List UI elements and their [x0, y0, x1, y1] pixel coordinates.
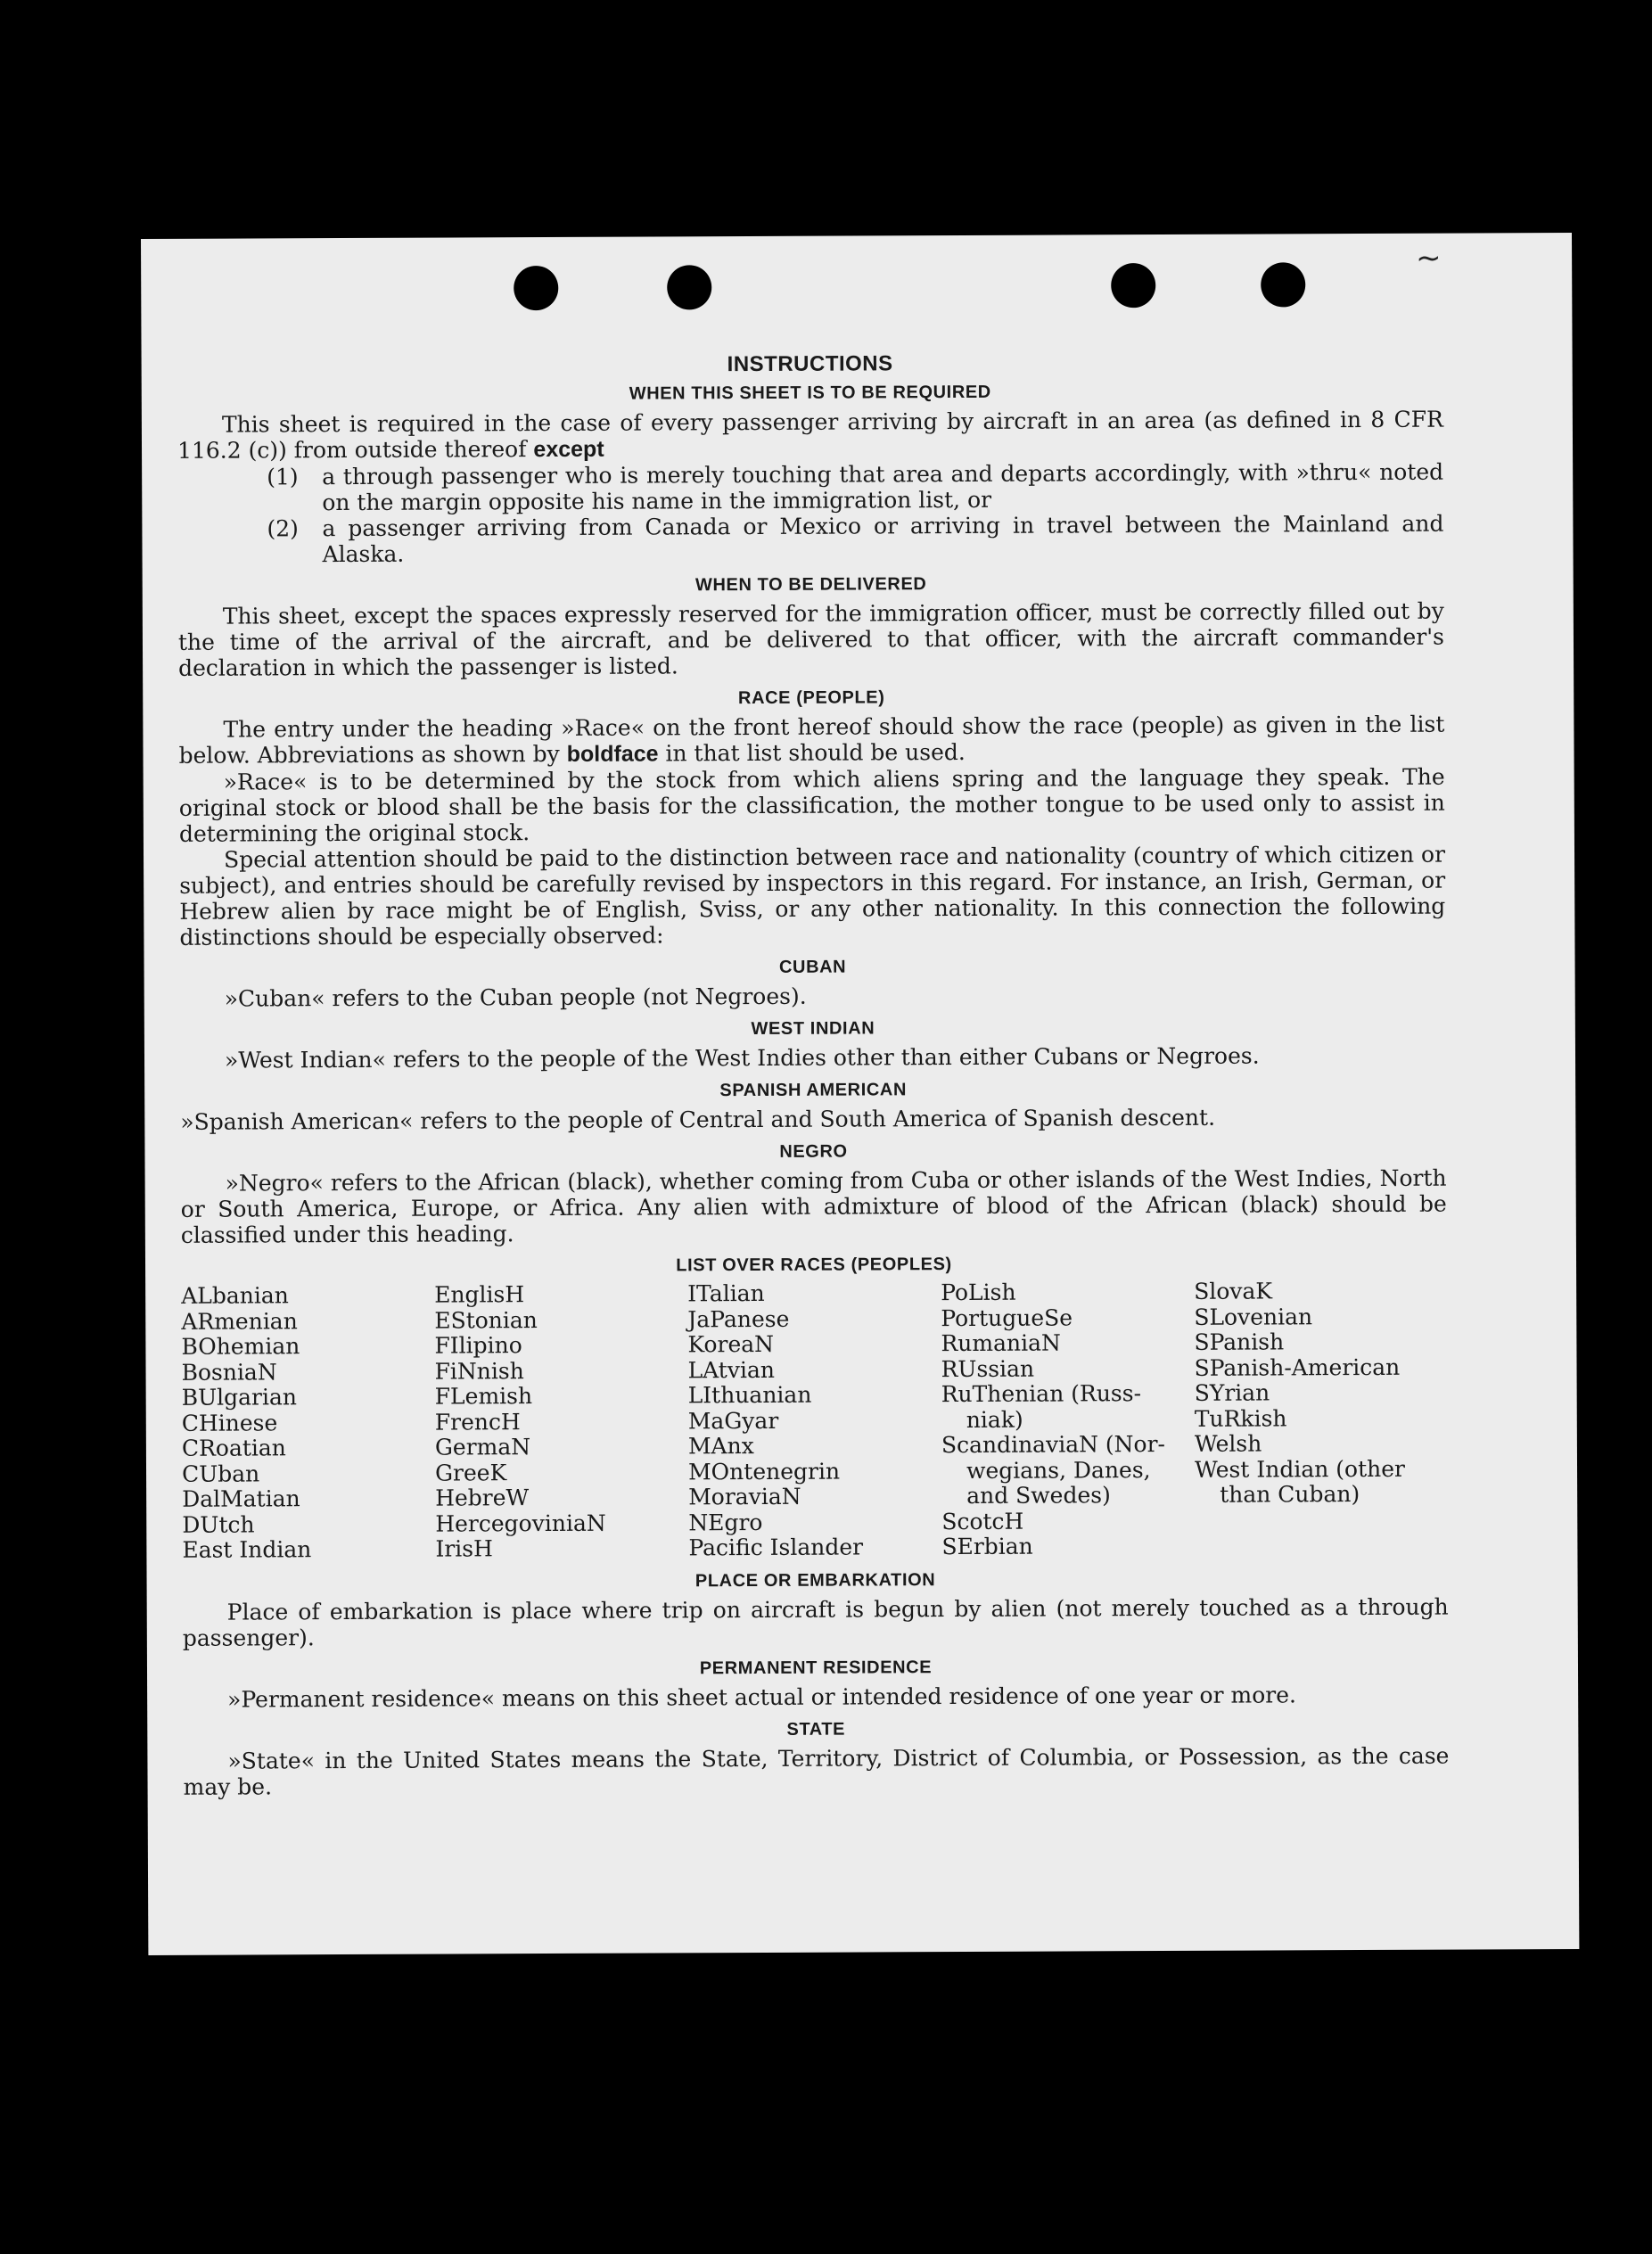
punch-hole — [667, 265, 711, 309]
list-item: SPanish-American — [1194, 1353, 1401, 1381]
list-item: ScotcH — [941, 1508, 1024, 1534]
list-item: DalMatian — [182, 1485, 300, 1512]
section-heading-residence: PERMANENT RESIDENCE — [699, 1657, 933, 1678]
list-item: ITalian — [687, 1279, 765, 1307]
list-item: TuRkish — [1194, 1404, 1287, 1432]
list-item: MOntenegrin — [687, 1458, 841, 1485]
list-item: Pacific Islander — [688, 1534, 864, 1561]
list-item: PortugueSe — [941, 1304, 1073, 1331]
list-item: CUban — [181, 1460, 260, 1487]
list-item: BOhemian — [181, 1333, 300, 1360]
section-heading-cuban: CUBAN — [778, 957, 847, 977]
list-item: EStonian — [434, 1306, 538, 1334]
list-item: RuThenian (Russ- — [941, 1380, 1142, 1408]
section-heading-races-list: LIST OVER RACES (PEOPLES) — [676, 1255, 952, 1276]
list-item: West Indian (other — [1194, 1455, 1405, 1483]
list-item: KoreaN — [687, 1330, 775, 1358]
race-paragraph-3: Special attention should be paid to the distinction between race and nationality (country of which citizen or subject), and entries should be carefully revised by inspectors in this regard. For instance, an Irish, German, or Hebrew alien by race might be of English, Sviss, or any other nationality. In this connection the following distinctions should be especially observed: — [179, 841, 1446, 950]
section-heading-race: RACE (PEOPLE) — [737, 687, 885, 709]
list-item: ALbanian — [181, 1282, 289, 1309]
list-item: PoLish — [941, 1279, 1016, 1306]
list-item: CHinese — [181, 1409, 278, 1436]
section-heading-west-indian: WEST INDIAN — [751, 1018, 875, 1040]
boldface-word: boldface — [566, 741, 659, 767]
list-item: MoraviaN — [688, 1483, 801, 1510]
spanish-american-text: »Spanish American« refers to the people of Central and South America of Spanish descent. — [180, 1104, 1216, 1135]
list-item: niak) — [966, 1406, 1023, 1433]
list-item: LAtvian — [687, 1356, 775, 1383]
list-item: ARmenian — [181, 1307, 298, 1335]
cuban-text: »Cuban« refers to the Cuban people (not Negroes). — [224, 983, 807, 1012]
negro-text: »Negro« refers to the African (black), whether coming from Cuba or other islands of the West Indies, North or South America, Europe, or Africa. Any alien with admixture of blood of the African (black) should be classified under this heading. — [180, 1164, 1447, 1248]
delivered-text: This sheet, except the spaces expressly reserved for the immigration officer, must be correctly filled out by the time of the arrival of the aircraft, and be delivered to that officer, with the aircraft commander's declaration in which the passenger is listed. — [177, 597, 1445, 681]
list-item: SPanish — [1194, 1329, 1285, 1355]
list-item: JaPanese — [687, 1305, 790, 1332]
required-intro: This sheet is required in the case of every passenger arriving by aircraft in an area (as defined in 8 CFR 116.2 (c)) from outside thereof except — [177, 406, 1443, 464]
list-item: GreeK — [434, 1459, 507, 1486]
section-heading-delivered: WHEN TO BE DELIVERED — [694, 574, 927, 596]
list-item: FrencH — [434, 1408, 521, 1435]
list-item: SYrian — [1194, 1379, 1270, 1406]
page-title: INSTRUCTIONS — [727, 351, 893, 377]
list-item: BosniaN — [181, 1358, 277, 1386]
list-item: CRoatian — [181, 1435, 286, 1461]
races-column-5 — [1194, 1279, 1448, 1559]
list-item: GermaN — [434, 1434, 531, 1460]
list-item: MaGyar — [687, 1407, 779, 1434]
list-item: SLovenian — [1194, 1303, 1313, 1330]
list-item: and Swedes) — [966, 1482, 1111, 1509]
list-item: wegians, Danes, — [966, 1456, 1151, 1484]
races-list — [181, 1279, 1448, 1564]
list-item: Welsh — [1194, 1430, 1262, 1457]
list-item: FLemish — [434, 1383, 533, 1410]
list-item: LIthuanian — [687, 1381, 812, 1409]
list-item: BUlgarian — [181, 1384, 298, 1411]
section-heading-required: WHEN THIS SHEET IS TO BE REQUIRED — [629, 382, 991, 404]
list-item: ScandinaviaN (Nor- — [941, 1430, 1166, 1459]
list-item: EnglisH — [434, 1281, 525, 1308]
list-item: FIlipino — [434, 1332, 522, 1359]
list-item: RumaniaN — [941, 1329, 1061, 1357]
exception-list — [177, 459, 1443, 568]
section-heading-negro: NEGRO — [779, 1141, 848, 1162]
list-item: (1) a through passenger who is merely touching that area and departs accordingly, with »thru« noted on the margin opposite his name in the immigration list, or — [267, 458, 1444, 516]
list-item: East Indian — [182, 1536, 312, 1563]
handwritten-mark: ~ — [1416, 240, 1442, 276]
instruction-sheet — [141, 233, 1579, 1955]
section-heading-embarkation: PLACE OR EMBARKATION — [694, 1569, 936, 1591]
list-item: (2) a passenger arriving from Canada or Mexico or arriving in travel between the Mainland and Alaska. — [267, 510, 1444, 568]
races-column-4 — [941, 1279, 1195, 1560]
list-item: RUssian — [941, 1355, 1035, 1382]
list-item: FiNnish — [434, 1357, 524, 1385]
state-text: »State« in the United States means the State, Territory, District of Columbia, or Possession, as the case may be. — [183, 1742, 1450, 1800]
list-item: MAnx — [687, 1433, 754, 1460]
list-item: than Cuban) — [1220, 1481, 1360, 1508]
punch-hole — [514, 266, 558, 310]
races-column-1 — [181, 1283, 435, 1564]
west-indian-text: »West Indian« refers to the people of the West Indies other than either Cubans or Negroes. — [224, 1042, 1260, 1074]
section-heading-state: STATE — [786, 1719, 846, 1740]
punch-hole — [1261, 262, 1305, 307]
punch-hole — [1111, 263, 1155, 308]
races-column-3 — [687, 1280, 941, 1561]
instructions-content — [177, 348, 1450, 1800]
list-item: IrisH — [435, 1535, 493, 1562]
list-item: DUtch — [182, 1510, 255, 1538]
list-item: NEgro — [688, 1509, 763, 1535]
list-item: SErbian — [941, 1533, 1033, 1560]
embarkation-text: Place of embarkation is place where trip on aircraft is begun by alien (not merely touched as a through passenger). — [182, 1593, 1449, 1651]
races-column-2 — [434, 1281, 688, 1562]
list-item: SlovaK — [1194, 1278, 1273, 1304]
race-paragraph-1: The entry under the heading »Race« on the front hereof should show the race (people) as given in the list below. Abbreviations as shown by boldface in that list should be used. — [178, 711, 1445, 769]
section-heading-spanish-american: SPANISH AMERICAN — [719, 1080, 908, 1101]
list-item: HebreW — [435, 1485, 530, 1511]
residence-text: »Permanent residence« means on this sheet actual or intended residence of one year or more. — [227, 1681, 1296, 1713]
except-word: except — [533, 436, 604, 463]
list-item: HercegoviniaN — [435, 1510, 606, 1537]
race-paragraph-2: »Race« is to be determined by the stock from which aliens spring and the language they speak. The original stock or blood shall be the basis for the classification, the mother tongue to be used only to assist in determining the original stock. — [178, 763, 1445, 847]
